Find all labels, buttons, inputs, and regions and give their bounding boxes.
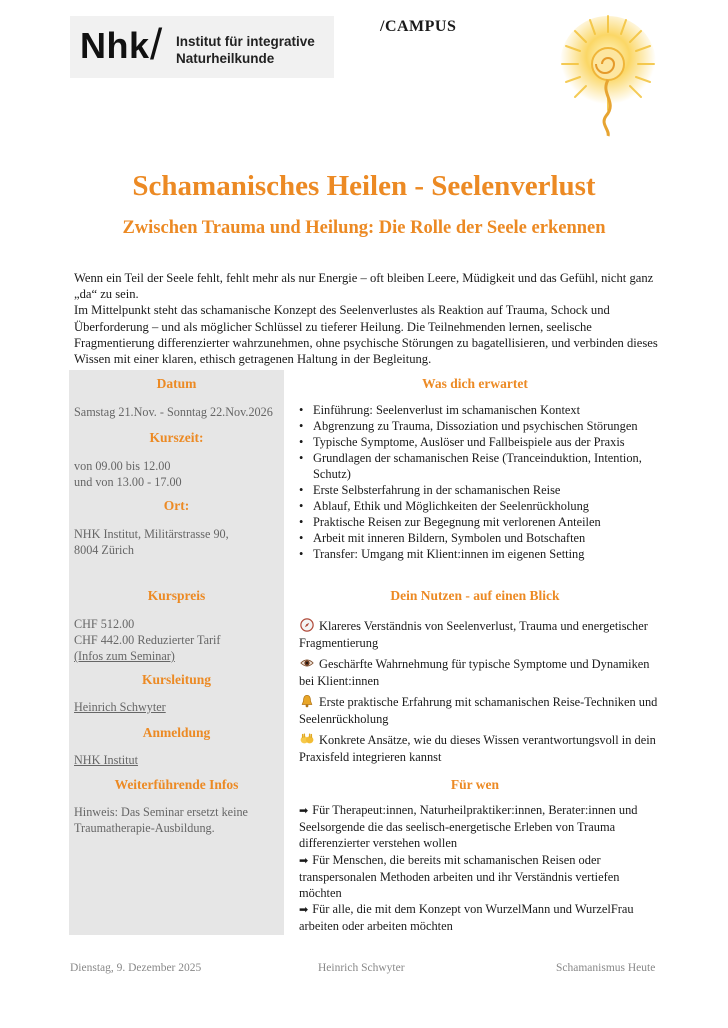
expect-list [297, 402, 657, 562]
forwen-text: Für Menschen, die bereits mit schamanischen Reisen oder transpersonalen Methoden arbeiten und ihr Verständnis vertiefen möchten [299, 852, 620, 901]
ort-heading: Ort: [163, 498, 190, 513]
ort-value-1: NHK Institut, Militärstrasse 90, [74, 527, 229, 541]
arrow-right-icon: ➡ [299, 804, 309, 817]
infos-value-1: Hinweis: Das Seminar ersetzt keine [74, 805, 248, 819]
logo-mark: Nhk [80, 25, 150, 66]
list-item: • Einführung: Seelenverlust im schamanischen Kontext [297, 402, 657, 418]
info-sidebar [69, 370, 284, 935]
list-item: • Praktische Reisen zur Begegnung mit verlorenen Anteilen [297, 514, 657, 530]
list-item [299, 694, 659, 727]
list-item: • Arbeit mit inneren Bildern, Symbolen und Botschaften [297, 530, 657, 546]
intro-paragraph: Wenn ein Teil der Seele fehlt, fehlt mehr als nur Energie – oft bleiben Leere, Müdigkeit und das Gefühl, nicht ganz „da“ zu sein. [74, 271, 654, 302]
kursleitung-heading: Kursleitung [141, 672, 211, 687]
benefit-text: Geschärfte Wahrnehmung für typische Symptome und Dynamiken bei Klient:innen [299, 657, 650, 688]
eye-icon [299, 656, 315, 670]
list-item: • Grundlagen der schamanischen Reise (Tranceinduktion, Intention, Schutz) [297, 450, 657, 482]
list-item [299, 732, 659, 765]
kurszeit-value-2: und von 13.00 - 17.00 [74, 475, 182, 489]
compass-icon [299, 618, 315, 632]
arrow-right-icon: ➡ [299, 903, 309, 917]
list-item [299, 618, 659, 651]
anmeldung-row [74, 752, 282, 768]
logo-line-2: Naturheilkunde [176, 51, 275, 66]
kurszeit-heading: Kurszeit: [149, 430, 204, 445]
logo-text [176, 33, 315, 67]
benefit-text: Klareres Verständnis von Seelenverlust, Trauma und energetischer Fragmentierung [299, 619, 648, 650]
logo [70, 16, 334, 78]
anmeldung-link[interactable]: NHK Institut [74, 753, 138, 767]
list-item [299, 901, 661, 934]
logo-slash: / [150, 20, 163, 69]
datum-value: Samstag 21.Nov. - Sonntag 22.Nov.2026 [74, 405, 273, 419]
kurspreis-value-2: CHF 442.00 Reduzierter Tarif [74, 633, 221, 647]
benefits-list [299, 618, 659, 770]
forwen-heading: Für wen [450, 777, 500, 792]
ort-value-2: 8004 Zürich [74, 543, 134, 557]
page-subtitle: Zwischen Trauma und Heilung: Die Rolle der Seele erkennen [122, 218, 606, 238]
forwen-text: Für Therapeut:innen, Naturheilpraktiker:innen, Berater:innen und Seelsorgende die das seelisch-energetische Erleben von Trauma differenzierter verstehen wollen [299, 803, 638, 851]
benefit-text: Erste praktische Erfahrung mit schamanischen Reise-Techniken und Seelenrückholung [299, 695, 658, 726]
list-item: • Erste Selbsterfahrung in der schamanischen Reise [297, 482, 657, 498]
list-item: • Typische Symptome, Auslöser und Fallbeispiele aus der Praxis [297, 434, 657, 450]
seminar-info-link[interactable]: (Infos zum Seminar) [74, 649, 175, 663]
footer-date: Dienstag, 9. Dezember 2025 [70, 962, 202, 974]
kursleitung-link[interactable]: Heinrich Schwyter [74, 700, 166, 714]
footer-series: Schamanismus Heute [556, 962, 656, 974]
footer-author: Heinrich Schwyter [318, 962, 405, 974]
list-item [299, 656, 659, 689]
bell-icon [299, 694, 315, 708]
expect-heading: Was dich erwartet [422, 376, 528, 391]
kursleitung-row [74, 699, 282, 715]
anmeldung-heading: Anmeldung [142, 725, 211, 740]
intro-text [74, 270, 664, 367]
seminar-info-row [74, 648, 282, 664]
infos-value-2: Traumatherapie-Ausbildung. [74, 821, 215, 835]
list-item [299, 802, 661, 852]
page-title: Schamanisches Heilen - Seelenverlust [132, 170, 596, 202]
infos-heading: Weiterführende Infos [114, 777, 239, 792]
kurspreis-heading: Kurspreis [147, 588, 206, 603]
forwen-text: Für alle, die mit dem Konzept von WurzelMann und WurzelFrau arbeiten oder arbeiten möchten [299, 902, 634, 934]
sun-spiral-icon [556, 10, 660, 140]
list-item: • Transfer: Umgang mit Klient:innen im eigenen Setting [297, 546, 657, 562]
campus-label: /CAMPUS [380, 18, 457, 35]
intro-paragraph: Im Mittelpunkt steht das schamanische Konzept des Seelenverlustes als Reaktion auf Trauma, Schock und Überforderung – und als möglicher Schlüssel zu tieferer Heilung. Die Teilnehmenden lernen, seelische Fragmentierung differenzierter wahrzunehmen, ohne psychische Störungen zu bagatellisieren, und verbinden dieses Wissen mit einer klaren, ethisch getragenen Haltung in der Begleitung. [74, 303, 658, 367]
hands-icon [299, 732, 315, 746]
benefit-text: Konkrete Ansätze, wie du dieses Wissen verantwortungsvoll in dein Praxisfeld integrieren kannst [299, 733, 656, 764]
forwen-list [299, 802, 661, 935]
list-item: • Ablauf, Ethik und Möglichkeiten der Seelenrückholung [297, 498, 657, 514]
list-item: • Abgrenzung zu Trauma, Dissoziation und psychischen Störungen [297, 418, 657, 434]
arrow-right-icon: ➡ [299, 853, 309, 867]
kurszeit-value-1: von 09.00 bis 12.00 [74, 459, 171, 473]
datum-heading: Datum [156, 376, 197, 391]
kurspreis-value-1: CHF 512.00 [74, 617, 135, 631]
list-item [299, 852, 661, 902]
benefits-heading: Dein Nutzen - auf einen Blick [390, 588, 560, 603]
logo-line-1: Institut für integrative [176, 34, 315, 49]
